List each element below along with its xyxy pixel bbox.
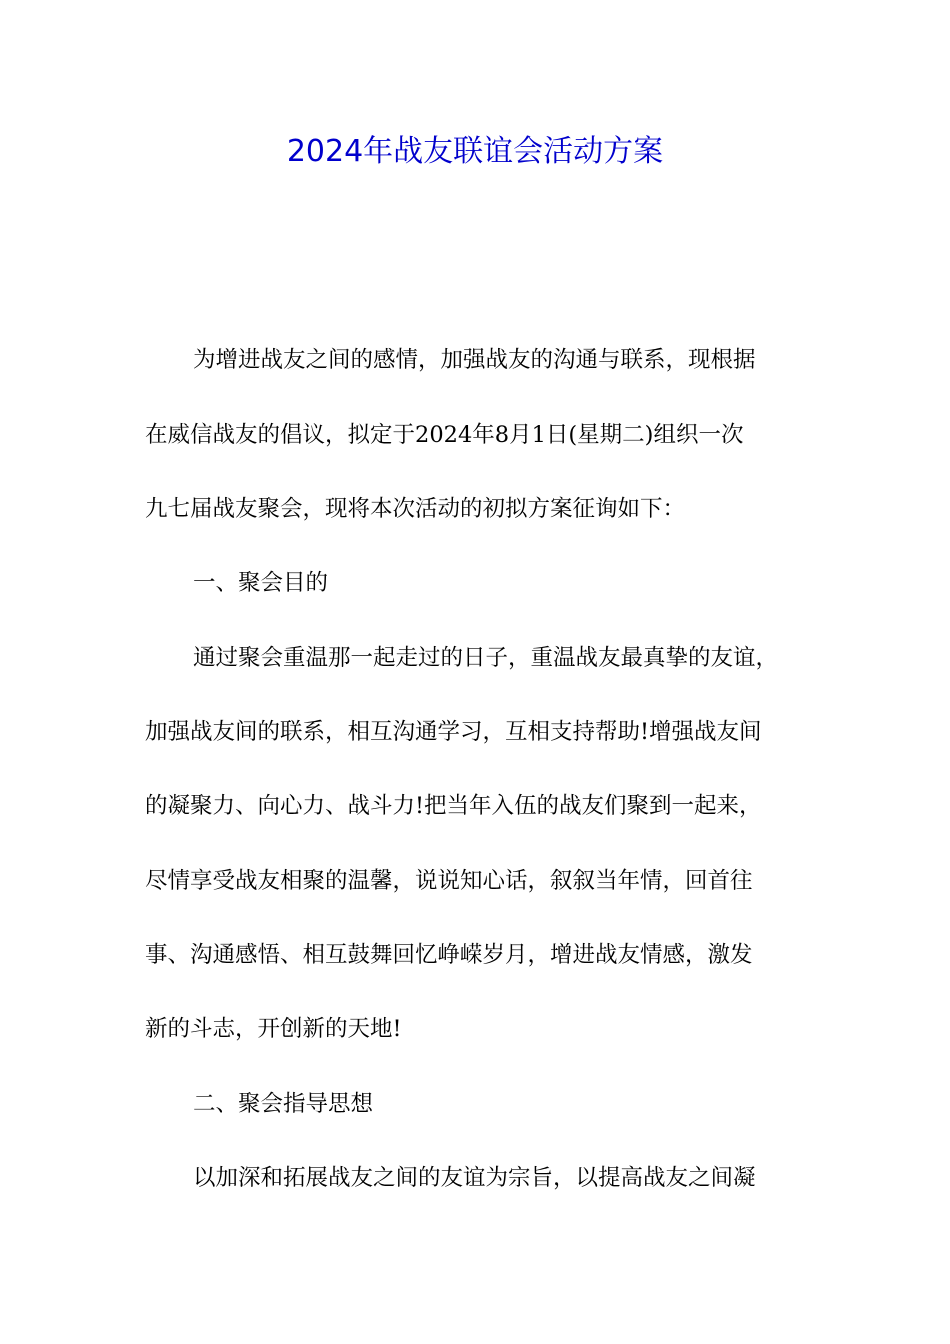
section-heading: 二、聚会指导思想	[193, 1091, 374, 1117]
section-heading: 一、聚会目的	[193, 570, 329, 596]
paragraph-line: 以加深和拓展战友之间的友谊为宗旨，以提高战友之间凝	[193, 1165, 756, 1191]
paragraph-line: 通过聚会重温那一起走过的日子，重温战友最真挚的友谊，	[193, 645, 779, 671]
paragraph-line: 的凝聚力、向心力、战斗力!把当年入伍的战友们聚到一起来，	[145, 793, 762, 819]
paragraph-line: 九七届战友聚会，现将本次活动的初拟方案征询如下：	[145, 496, 686, 522]
paragraph-line: 新的斗志，开创新的天地!	[145, 1016, 402, 1042]
paragraph-line: 事、沟通感悟、相互鼓舞回忆峥嵘岁月，增进战友情感，激发	[145, 942, 753, 968]
paragraph-line: 加强战友间的联系，相互沟通学习，互相支持帮助!增强战友间	[145, 719, 762, 745]
paragraph-line: 尽情享受战友相聚的温馨，说说知心话，叙叙当年情，回首往	[145, 868, 753, 894]
paragraph-line: 在威信战友的倡议，拟定于2024年8月1日(星期二)组织一次	[145, 422, 744, 448]
paragraph-line: 为增进战友之间的感情，加强战友的沟通与联系，现根据	[193, 347, 756, 373]
document-title: 2024年战友联谊会活动方案	[286, 134, 664, 169]
